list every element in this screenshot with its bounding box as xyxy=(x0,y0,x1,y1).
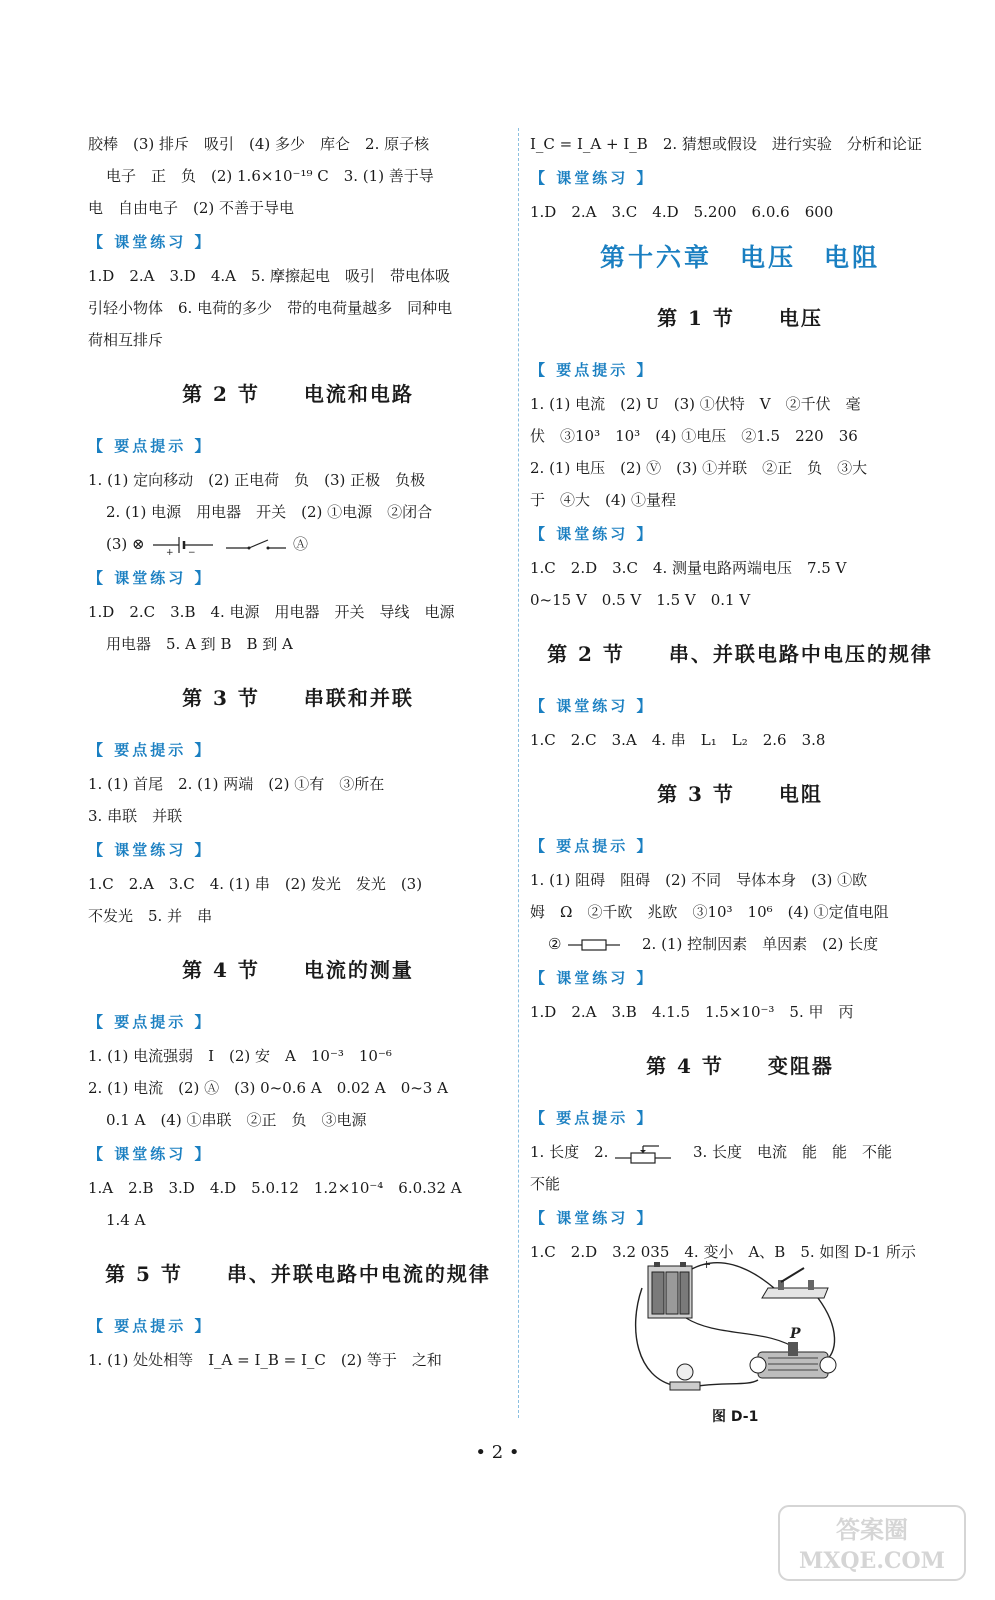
section-title: 第 4 节 变阻器 xyxy=(646,1054,834,1078)
text-line: 用电器 5. A 到 B B 到 A xyxy=(106,635,293,653)
section-title: 第 2 节 电流和电路 xyxy=(182,382,414,406)
section-tag-keypoints: 【 要点提示 】 xyxy=(88,437,213,455)
text-line: 1.C 2.C 3.A 4. 串 L₁ L₂ 2.6 3.8 xyxy=(530,731,826,749)
rheostat-icon xyxy=(750,1342,836,1378)
text-line: 1. (1) 电流 (2) U (3) ①伏特 V ②千伏 毫 xyxy=(530,395,861,413)
section-tag-practice: 【 课堂练习 】 xyxy=(88,1145,213,1163)
text-line: 1.C 2.A 3.C 4. (1) 串 (2) 发光 发光 (3) xyxy=(88,875,423,893)
text-line: 伏 ③10³ 10³ (4) ①电压 ②1.5 220 36 xyxy=(530,427,858,445)
section-tag-practice: 【 课堂练习 】 xyxy=(530,169,655,187)
section-tag-keypoints: 【 要点提示 】 xyxy=(530,837,655,855)
page-number: • 2 • xyxy=(475,1442,520,1463)
section-tag-practice: 【 课堂练习 】 xyxy=(88,841,213,859)
switch-icon xyxy=(762,1268,828,1298)
rheostat-symbol-icon xyxy=(613,1142,673,1164)
svg-text:+: + xyxy=(166,548,174,556)
text-line: 2. (1) 电流 (2) Ⓐ (3) 0~0.6 A 0.02 A 0~3 A xyxy=(88,1079,448,1097)
battery-symbol-icon xyxy=(149,534,219,556)
text-line: 1.D 2.C 3.B 4. 电源 用电器 开关 导线 电源 xyxy=(88,603,455,621)
section-tag-practice: 【 课堂练习 】 xyxy=(88,233,213,251)
slider-label: P xyxy=(790,1326,801,1342)
svg-text:−: − xyxy=(188,548,196,556)
text-line: 1. (1) 定向移动 (2) 正电荷 负 (3) 正极 负极 xyxy=(88,471,426,489)
text-line: 0.1 A (4) ①串联 ②正 负 ③电源 xyxy=(106,1111,367,1129)
text-line: 姆 Ω ②千欧 兆欧 ③10³ 10⁶ (4) ①定值电阻 xyxy=(530,903,889,921)
text-segment: (3) ⊗ xyxy=(106,535,145,553)
section-title: 第 4 节 电流的测量 xyxy=(182,958,414,982)
section-title: 第 3 节 串联和并联 xyxy=(182,686,414,710)
section-tag-practice: 【 课堂练习 】 xyxy=(530,969,655,987)
text-line: 1.A 2.B 3.D 4.D 5.0.12 1.2×10⁻⁴ 6.0.32 A xyxy=(88,1179,462,1197)
text-line xyxy=(530,1136,950,1168)
text-line: 胶棒 (3) 排斥 吸引 (4) 多少 库仑 2. 原子核 xyxy=(88,135,430,153)
text-segment: 3. 长度 电流 能 能 不能 xyxy=(677,1143,893,1161)
text-line: 1. (1) 电流强弱 I (2) 安 A 10⁻³ 10⁻⁶ xyxy=(88,1047,392,1065)
text-line: 1.D 2.A 3.C 4.D 5.200 6.0.6 600 xyxy=(530,203,834,221)
text-line: 1.C 2.D 3.2 035 4. 变小 A、B 5. 如图 D-1 所示 xyxy=(530,1243,916,1261)
text-segment: Ⓐ xyxy=(292,535,308,553)
text-line: 0~15 V 0.5 V 1.5 V 0.1 V xyxy=(530,591,751,609)
section-tag-keypoints: 【 要点提示 】 xyxy=(88,1317,213,1335)
section-title: 第 1 节 电压 xyxy=(657,306,823,330)
section-tag-practice: 【 课堂练习 】 xyxy=(530,525,655,543)
text-line: 电 自由电子 (2) 不善于导电 xyxy=(88,199,295,217)
section-title: 第 3 节 电阻 xyxy=(657,782,823,806)
text-line: 不能 xyxy=(530,1175,561,1193)
text-line: 1.D 2.A 3.D 4.A 5. 摩擦起电 吸引 带电体吸 xyxy=(88,267,451,285)
section-tag-keypoints: 【 要点提示 】 xyxy=(530,1109,655,1127)
watermark-logo xyxy=(777,1504,967,1582)
text-line: 3. 串联 并联 xyxy=(88,807,183,825)
switch-symbol-icon xyxy=(224,534,288,556)
section-tag-keypoints: 【 要点提示 】 xyxy=(88,741,213,759)
text-line: 1.4 A xyxy=(106,1211,146,1229)
text-segment: 2. (1) 控制因素 单因素 (2) 长度 xyxy=(627,935,879,953)
text-line: 荷相互排斥 xyxy=(88,331,164,349)
text-line: 1. (1) 首尾 2. (1) 两端 (2) ①有 ③所在 xyxy=(88,775,385,793)
column-divider xyxy=(518,128,519,1418)
figure-caption: 图 D-1 xyxy=(712,1409,759,1425)
svg-text:答案圈: 答案圈 xyxy=(836,1515,908,1544)
section-tag-practice: 【 课堂练习 】 xyxy=(88,569,213,587)
text-line: 不发光 5. 并 串 xyxy=(88,907,213,925)
text-segment: 1. 长度 2. xyxy=(530,1143,609,1161)
section-title: 第 2 节 串、并联电路中电压的规律 xyxy=(547,642,933,666)
text-line xyxy=(530,928,950,960)
text-line: 1.C 2.D 3.C 4. 测量电路两端电压 7.5 V xyxy=(530,559,847,577)
resistor-symbol-icon xyxy=(566,937,622,953)
section-tag-practice: 【 课堂练习 】 xyxy=(530,697,655,715)
section-tag-practice: 【 课堂练习 】 xyxy=(530,1209,655,1227)
circuit-diagram-figure xyxy=(628,1258,838,1406)
text-line: 1. (1) 处处相等 I_A = I_B = I_C (2) 等于 之和 xyxy=(88,1351,442,1369)
left-column xyxy=(88,128,508,1376)
text-line: 2. (1) 电压 (2) Ⓥ (3) ①并联 ②正 负 ③大 xyxy=(530,459,868,477)
chapter-title: 第十六章 电压 电阻 xyxy=(599,243,880,272)
text-line: 于 ④大 (4) ①量程 xyxy=(530,491,677,509)
text-line: 2. (1) 电源 用电器 开关 (2) ①电源 ②闭合 xyxy=(106,503,433,521)
text-line: 1. (1) 阻碍 阻碍 (2) 不同 导体本身 (3) ①欧 xyxy=(530,871,868,889)
text-line: I_C = I_A + I_B 2. 猜想或假设 进行实验 分析和论证 xyxy=(530,135,922,153)
section-tag-keypoints: 【 要点提示 】 xyxy=(530,361,655,379)
text-line: 电子 正 负 (2) 1.6×10⁻¹⁹ C 3. (1) 善于导 xyxy=(106,167,434,185)
section-tag-keypoints: 【 要点提示 】 xyxy=(88,1013,213,1031)
right-column xyxy=(530,128,950,1268)
svg-text:MXQE.COM: MXQE.COM xyxy=(798,1548,946,1574)
battery-pack-icon xyxy=(648,1262,692,1318)
text-line xyxy=(88,528,508,560)
section-title: 第 5 节 串、并联电路中电流的规律 xyxy=(105,1262,491,1286)
lamp-icon xyxy=(670,1364,700,1390)
text-segment: ② xyxy=(548,935,562,953)
text-line: 1.D 2.A 3.B 4.1.5 1.5×10⁻³ 5. 甲 丙 xyxy=(530,1003,854,1021)
plus-label: + xyxy=(702,1258,712,1271)
text-line: 引轻小物体 6. 电荷的多少 带的电荷量越多 同种电 xyxy=(88,299,453,317)
